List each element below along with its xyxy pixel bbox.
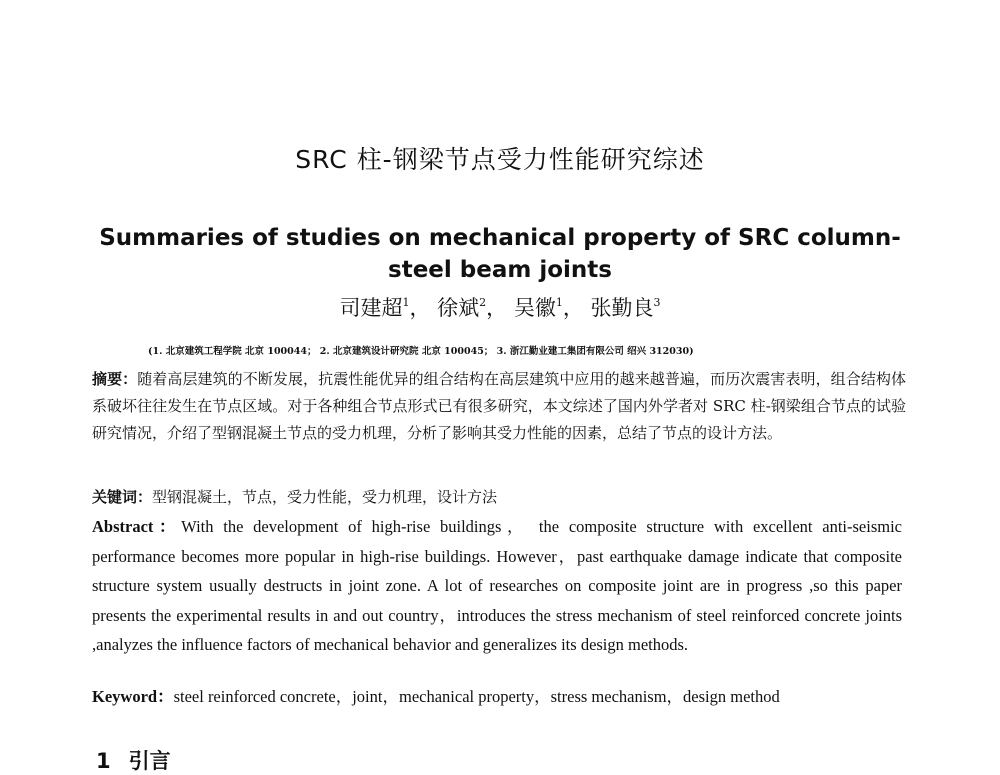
abstract-english [92, 512, 902, 660]
abstract-chinese-label: 摘要： [92, 370, 138, 388]
author-affiliation-mark: 1 [402, 296, 410, 309]
section-number: 1 [96, 749, 111, 773]
abstract-chinese-text: 随着高层建筑的不断发展，抗震性能优异的组合结构在高层建筑中应用的越来越普遍，而历次震害表明，组合结构体系破坏往往发生在节点区域。对于各种组合节点形式已有很多研究，本文综述了国内外学者对 SRC 柱-钢梁组合节点的试验研究情况，介绍了型钢混凝土节点的受力机理，分析了影响其受力性能的因素，总结了节点的设计方法。 [92, 370, 906, 442]
keywords-chinese-text: 型钢混凝土，节点，受力性能，受力机理，设计方法 [152, 488, 498, 506]
paper-title-chinese: SRC 柱-钢梁节点受力性能研究综述 [295, 145, 705, 174]
author-name: 司建超 [339, 296, 403, 320]
author-name: 吴徽 [513, 296, 556, 320]
author-list [0, 292, 1000, 322]
section-heading [96, 745, 171, 775]
keywords-english-label: Keyword： [92, 687, 174, 706]
author-name: 徐斌 [437, 296, 480, 320]
paper-title-english: Summaries of studies on mechanical property of SRC column-steel beam joints [99, 225, 901, 283]
keywords-chinese [92, 484, 906, 510]
abstract-english-label: Abstract： [92, 517, 182, 536]
keywords-english [92, 684, 902, 710]
keywords-chinese-label: 关键词： [92, 488, 153, 506]
abstract-chinese [92, 366, 906, 447]
abstract-english-text: With the development of high-rise buildings， the composite structure with excellent anti-seismic performance becomes more popular in high-rise buildings. However，past earthquake damage indicate that composite structure system usually destructs in joint zone. A lot of researches on composite joint are in progress ,so this paper presents the experimental results in and out country，introduces the stress mechanism of steel reinforced concrete joints ,analyzes the influence factors of mechanical behavior and generalizes its design methods. [92, 517, 902, 654]
author-separator: ， [562, 296, 584, 320]
author-affiliation-mark: 1 [555, 296, 563, 309]
author-separator: ， [486, 296, 508, 320]
author-affiliation-mark: 3 [653, 296, 661, 309]
keywords-english-text: steel reinforced concrete，joint，mechanical property，stress mechanism，design method [173, 687, 780, 706]
author-name: 张勤良 [590, 296, 654, 320]
section-title: 引言 [128, 749, 171, 773]
author-separator: ， [409, 296, 431, 320]
author-affiliation-mark: 2 [479, 296, 487, 309]
affiliations: (1. 北京建筑工程学院 北京 100044； 2. 北京建筑设计研究院 北京 100045； 3. 浙江勤业建工集团有限公司 绍兴 312030) [148, 346, 694, 357]
